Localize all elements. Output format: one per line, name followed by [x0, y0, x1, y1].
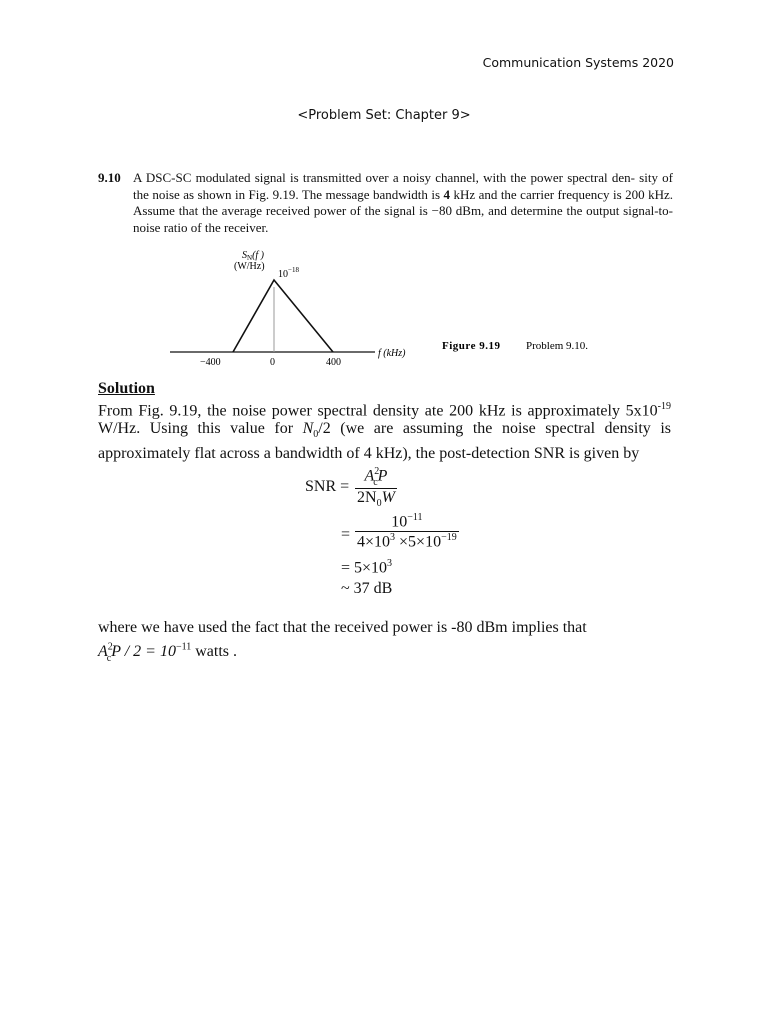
eq-line-3: = $5\times 10^3$	[341, 558, 393, 577]
problem-line-1: A DSC-SC modulated signal is transmitted over a noisy channel, with the power spectral den-	[133, 170, 635, 185]
eq-fraction-1: $\frac{A^2_cP}{2N_0W}$	[357, 466, 395, 509]
psd-triangle	[233, 280, 333, 352]
figure-caption-label: Figure 9.19	[442, 340, 501, 352]
page-title: <Problem Set: Chapter 9>	[297, 108, 471, 123]
figure-9-19	[160, 245, 630, 380]
problem-line-2: sity of the noise as shown in Fig. 9.19. The message bandwidth is	[133, 170, 673, 202]
y-units: (W/Hz)	[234, 261, 265, 272]
course-header: Communication Systems 2020	[482, 55, 674, 70]
solution-paragraph: From Fig. 9.19, the noise power spectral density ate 200 kHz is approximately $5x10^{-19}$ W/Hz. Using this value for $N_0/2$ (we are assuming the noise spectral density is approximately flat across a bandwidth of 4 kHz), the post-detection SNR is given by	[98, 401, 671, 462]
solution-section	[98, 380, 671, 463]
eq-lhs: SNR =	[305, 478, 350, 495]
problem-line-4: the output signal-to-noise ratio of the receiver.	[133, 203, 674, 235]
closing-paragraph: where we have used the fact that the received power is -80 dBm implies that $A^2_cP / 2 = 10^{-11}$ watts .	[98, 619, 587, 664]
solution-heading: Solution	[98, 380, 155, 397]
x-axis-label: f (kHz)	[378, 348, 406, 359]
problem-line-2b: kHz and the carrier frequency	[450, 186, 610, 202]
psd-plot	[160, 245, 630, 380]
problem-number: 9.10	[98, 170, 121, 185]
problem-bandwidth: 4	[443, 186, 450, 202]
x-tick-400: 400	[326, 357, 341, 368]
closing-expression: $A^2_cP / 2 = 10^{-11}$ watts .	[98, 642, 238, 664]
x-tick-0: 0	[270, 357, 275, 368]
y-label: $S_N(f$ )	[242, 250, 265, 262]
eq-line-4: ~ 37 dB	[341, 580, 393, 597]
x-tick-neg400: −400	[200, 357, 221, 368]
problem-line-3: is 200 kHz. Assume that the average received power of the signal is −80 dBm, and determine	[133, 186, 673, 218]
figure-caption-text: Problem 9.10.	[526, 340, 589, 352]
problem-statement	[98, 170, 673, 236]
eq-fraction-2: $\frac{10^{-11}}{4\times 10^3 \times 5\times 10^{-19}}$	[357, 512, 457, 551]
eq-equals-2: =	[341, 526, 351, 543]
peak-label: $10^{-18}$	[278, 266, 299, 280]
problem-text	[133, 170, 673, 236]
